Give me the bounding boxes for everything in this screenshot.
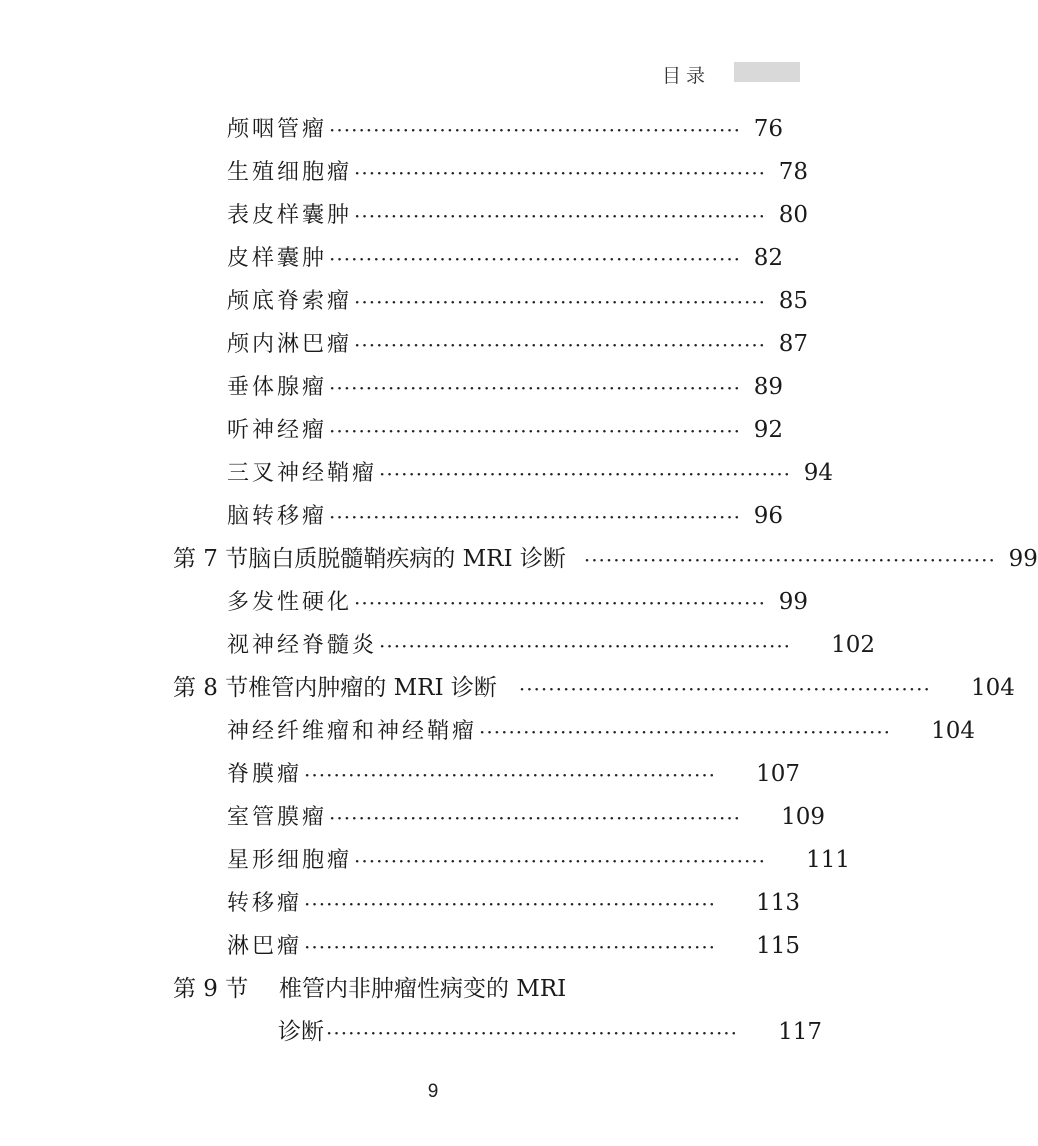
toc-section-number: 第 7 节: [173, 546, 249, 572]
toc-entry[interactable]: [0, 495, 800, 538]
toc-entry[interactable]: [0, 624, 876, 667]
toc-entry-title: 皮样囊肿: [227, 245, 328, 271]
toc-entry-title: 淋巴瘤: [227, 933, 303, 959]
toc-entry-page: 102: [831, 632, 876, 658]
toc-leader-dots: ························································: [354, 289, 767, 314]
toc-entry-page: 82: [753, 245, 784, 271]
toc-entry[interactable]: [0, 753, 800, 796]
toc-entry-page: 111: [806, 847, 851, 873]
toc-entry-page: 80: [778, 202, 809, 228]
toc-leader-dots: ························································: [304, 934, 717, 959]
toc-leader-dots: ························································: [326, 1020, 739, 1045]
toc-entry[interactable]: [0, 839, 851, 882]
toc-entry[interactable]: [0, 710, 976, 753]
toc-section-title: 椎管内非肿瘤性病变的 MRI: [279, 976, 567, 1002]
toc-entry-page: 87: [778, 331, 809, 357]
toc-leader-dots: ························································: [354, 160, 767, 185]
toc-entry-page: 117: [778, 1019, 823, 1045]
toc-entry-page: 85: [778, 288, 809, 314]
toc-entry-title: 垂体腺瘤: [227, 374, 328, 400]
toc-entry-title: 颅底脊索瘤: [227, 288, 353, 314]
toc-entry-title: 视神经脊髓炎: [227, 632, 378, 658]
toc-leader-dots: ························································: [518, 676, 931, 701]
toc-leader-dots: ························································: [583, 547, 996, 572]
toc-entry-title: 脑转移瘤: [227, 503, 328, 529]
toc-entry-title: 多发性硬化: [227, 589, 353, 615]
toc-entry-title: 脊膜瘤: [227, 761, 303, 787]
toc-section-number: 第 9 节: [173, 976, 249, 1002]
toc-leader-dots: ························································: [354, 332, 767, 357]
toc-entry-title: 颅内淋巴瘤: [227, 331, 353, 357]
page-number: 9: [427, 1081, 439, 1102]
toc-entry[interactable]: [0, 366, 800, 409]
toc-leader-dots: ························································: [329, 117, 742, 142]
toc-entry[interactable]: [0, 409, 800, 452]
toc-entry-page: 109: [781, 804, 826, 830]
toc-leader-dots: ························································: [329, 805, 742, 830]
toc-entry[interactable]: [0, 194, 809, 237]
toc-section-continuation[interactable]: [0, 1011, 823, 1054]
toc-section-entry[interactable]: [0, 538, 1038, 581]
toc-entry-page: 107: [756, 761, 801, 787]
toc-entry-page: 99: [1008, 546, 1038, 572]
toc-leader-dots: ························································: [354, 203, 767, 228]
toc-leader-dots: ························································: [329, 246, 742, 271]
toc-entry-title: 神经纤维瘤和神经鞘瘤: [227, 718, 478, 744]
toc-entry-page: 78: [778, 159, 809, 185]
toc-leader-dots: ························································: [354, 848, 767, 873]
toc-section-number: 第 8 节: [173, 675, 249, 701]
toc-entry[interactable]: [0, 925, 800, 968]
toc-entry[interactable]: [0, 108, 800, 151]
toc-section-entry[interactable]: [0, 667, 1015, 710]
toc-entry-title: 生殖细胞瘤: [227, 159, 353, 185]
toc-entry-page: 104: [970, 675, 1015, 701]
toc-entry-title: 室管膜瘤: [227, 804, 328, 830]
toc-leader-dots: ························································: [304, 891, 717, 916]
toc-entry[interactable]: [0, 796, 826, 839]
toc-entry-page: 76: [753, 116, 784, 142]
toc-entry-title: 三叉神经鞘瘤: [227, 460, 378, 486]
toc-entry-page: 115: [756, 933, 801, 959]
toc-entry[interactable]: [0, 151, 809, 194]
toc-entry-page: 96: [753, 503, 784, 529]
toc-entry-page: 113: [756, 890, 801, 916]
toc-leader-dots: ························································: [354, 590, 767, 615]
toc-leader-dots: ························································: [479, 719, 892, 744]
header-label: 目录: [661, 65, 710, 87]
toc-entry-page: 99: [778, 589, 809, 615]
toc-leader-dots: ························································: [329, 375, 742, 400]
toc-entry-title: 表皮样囊肿: [227, 202, 353, 228]
toc-section-entry[interactable]: [0, 968, 800, 1011]
toc-entry-page: 94: [803, 460, 834, 486]
toc-entry[interactable]: [0, 882, 800, 925]
header-bar: [734, 62, 800, 82]
toc-entry[interactable]: [0, 280, 809, 323]
toc-section-title: 椎管内肿瘤的 MRI 诊断: [248, 675, 497, 701]
table-of-contents: [0, 108, 1038, 1054]
toc-entry-title: 转移瘤: [227, 890, 303, 916]
toc-entry-page: 92: [753, 417, 784, 443]
toc-leader-dots: ························································: [379, 633, 792, 658]
toc-entry-title: 颅咽管瘤: [227, 116, 328, 142]
toc-entry-title: 星形细胞瘤: [227, 847, 353, 873]
toc-entry[interactable]: [0, 323, 809, 366]
toc-entry-page: 89: [753, 374, 784, 400]
toc-section-title: 脑白质脱髓鞘疾病的 MRI 诊断: [248, 546, 566, 572]
toc-entry[interactable]: [0, 452, 834, 495]
toc-entry[interactable]: [0, 581, 809, 624]
toc-leader-dots: ························································: [329, 418, 742, 443]
toc-leader-dots: ························································: [379, 461, 792, 486]
toc-leader-dots: ························································: [304, 762, 717, 787]
toc-entry[interactable]: [0, 237, 800, 280]
toc-entry-page: 104: [931, 718, 976, 744]
toc-entry-title: 听神经瘤: [227, 417, 328, 443]
toc-entry-title: 诊断: [278, 1019, 324, 1045]
toc-leader-dots: ························································: [329, 504, 742, 529]
